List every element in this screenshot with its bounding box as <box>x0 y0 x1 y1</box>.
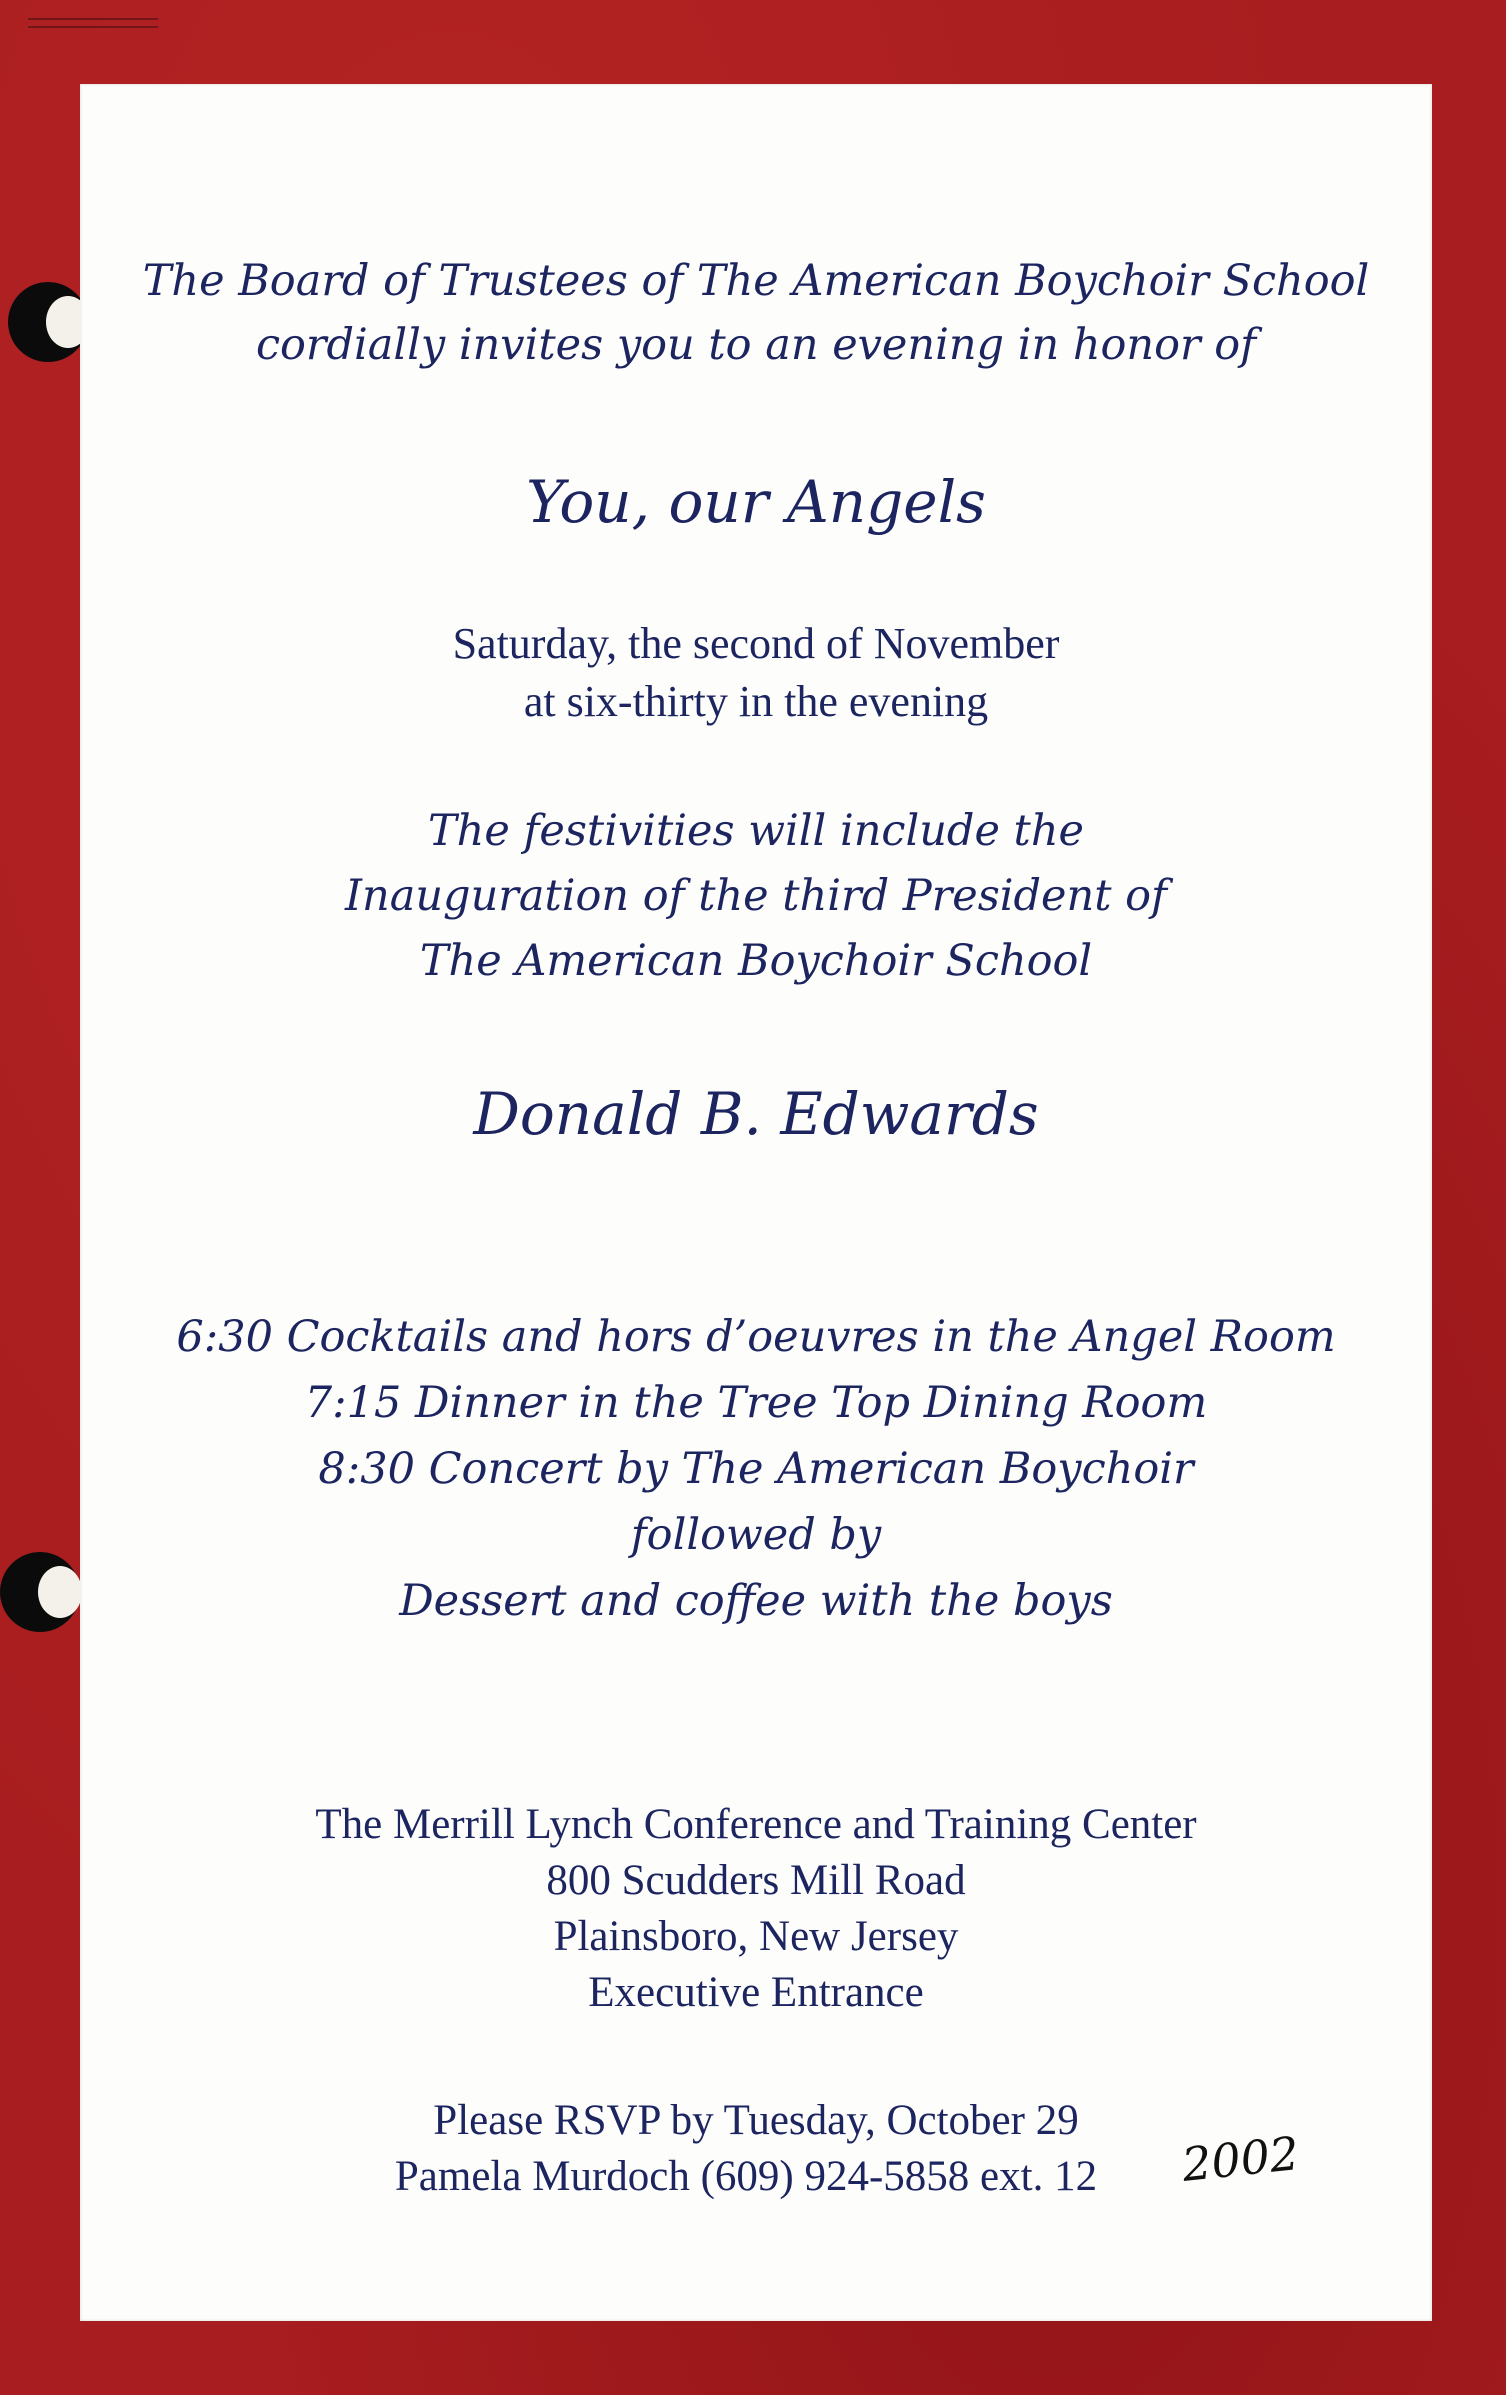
venue-line: Executive Entrance <box>588 1969 924 2016</box>
festivities-line-2: Inauguration of the third President of <box>345 871 1167 921</box>
punch-hole-top <box>8 282 88 362</box>
date-line: Saturday, the second of November <box>452 619 1060 668</box>
contact-line: Pamela Murdoch (609) 924-5858 ext. 12 <box>394 2153 1098 2200</box>
binder-mark <box>28 18 158 28</box>
handwritten-year: 2002 <box>1179 2126 1302 2192</box>
rsvp-line: Please RSVP by Tuesday, October 29 <box>433 2097 1079 2144</box>
schedule-item: 8:30 Concert by The American Boychoir <box>318 1444 1194 1494</box>
time-line: at six-thirty in the evening <box>523 677 989 726</box>
festivities-line-1: The festivities will include the <box>428 806 1084 856</box>
schedule-item: 7:15 Dinner in the Tree Top Dining Room <box>304 1378 1208 1428</box>
schedule-item: followed by <box>630 1510 882 1560</box>
host-line-1: The Board of Trustees of The American Boychoir School <box>142 256 1370 306</box>
festivities-line-3: The American Boychoir School <box>419 936 1093 986</box>
honoree-title: You, our Angels <box>526 468 986 536</box>
venue-line: Plainsboro, New Jersey <box>553 1913 959 1960</box>
punch-hole-bottom <box>0 1552 80 1632</box>
venue-line: The Merrill Lynch Conference and Training Center <box>315 1801 1197 1848</box>
invitation-card <box>80 84 1432 2321</box>
president-name: Donald B. Edwards <box>473 1080 1039 1148</box>
venue-line: 800 Scudders Mill Road <box>546 1857 966 1904</box>
schedule-item: 6:30 Cocktails and hors d’oeuvres in the Angel Room <box>176 1312 1336 1362</box>
host-line-2: cordially invites you to an evening in honor of <box>255 320 1257 370</box>
schedule-item: Dessert and coffee with the boys <box>399 1576 1113 1626</box>
